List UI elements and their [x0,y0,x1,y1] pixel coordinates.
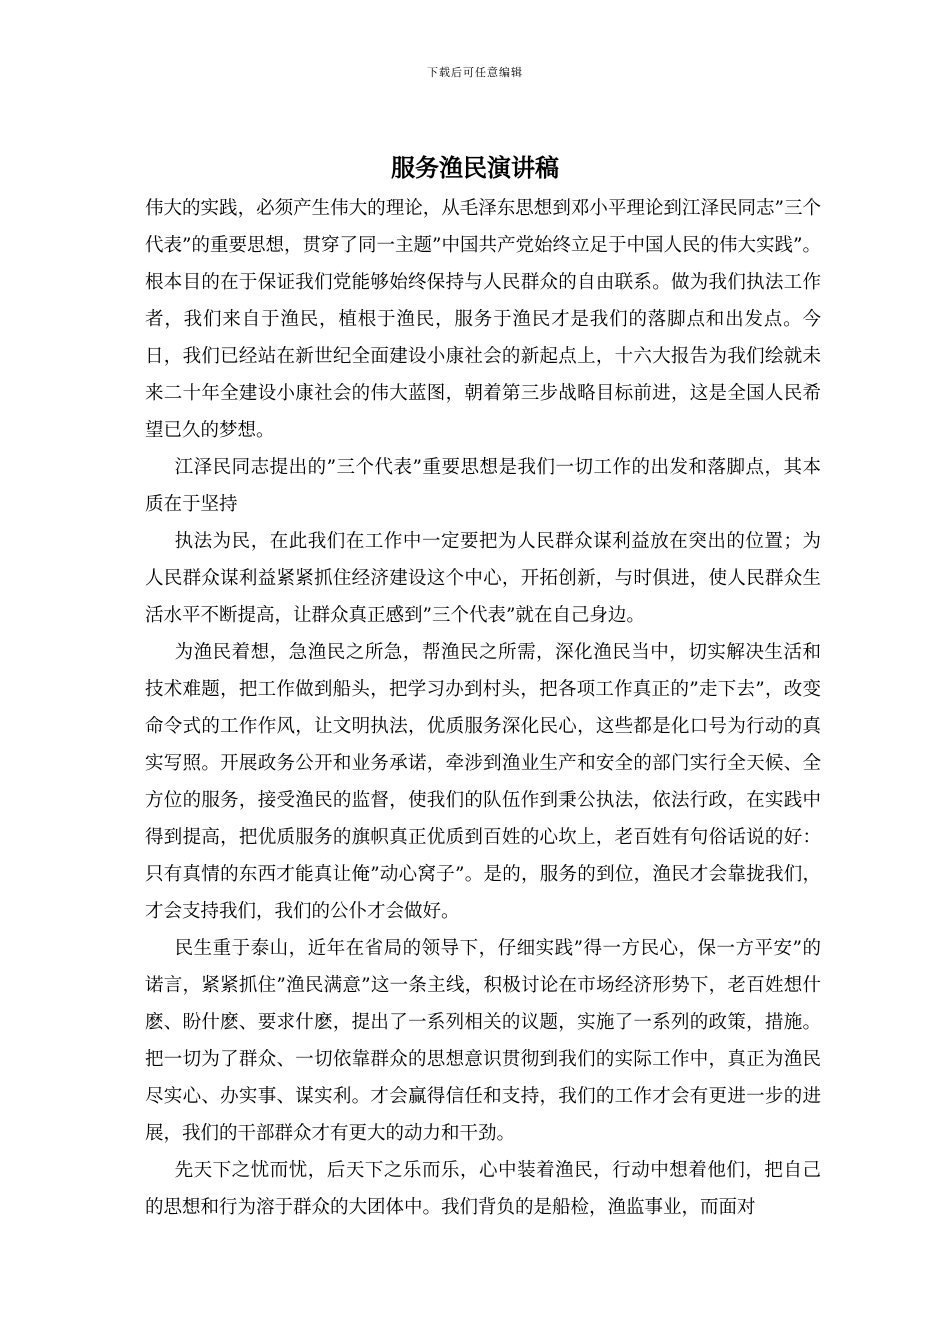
paragraph-6: 先天下之忧而忧，后天下之乐而乐，心中装着渔民，行动中想着他们，把自己的思想和行为溶于群众的大团体中。我们背负的是船检，渔监事业，而面对 [145,1160,821,1218]
paragraph-3: 执法为民，在此我们在工作中一定要把为人民群众谋利益放在突出的位置；为人民群众谋利益紧紧抓住经济建设这个中心，开拓创新，与时俱进，使人民群众生活水平不断提高，让群众真正感到”三个代表”就在自己身边。 [145,531,821,626]
document-title: 服务渔民演讲稿 [391,153,559,182]
header-note: 下载后可任意编辑 [427,66,523,79]
paragraph-2: 江泽民同志提出的”三个代表”重要思想是我们一切工作的出发和落脚点，其本质在于坚持 [145,457,821,515]
paragraph-1: 伟大的实践，必须产生伟大的理论，从毛泽东思想到邓小平理论到江泽民同志”三个代表”的重要思想，贯穿了同一主题”中国共产党始终立足于中国人民的伟大实践”。根本目的在于保证我们党能够始终保持与人民群众的自由联系。做为我们执法工作者，我们来自于渔民，植根于渔民，服务于渔民才是我们的落脚点和出发点。今日，我们已经站在新世纪全面建设小康社会的新起点上，十六大报告为我们绘就未来二十年全建设小康社会的伟大蓝图，朝着第三步战略目标前进，这是全国人民希望已久的梦想。 [145,198,821,441]
paragraph-5: 民生重于泰山，近年在省局的领导下，仔细实践”得一方民心，保一方平安”的诺言，紧紧抓住”渔民满意”这一条主线，积极讨论在市场经济形势下，老百姓想什麽、盼什麽、要求什麽，提出了一系列相关的议题，实施了一系列的政策，措施。把一切为了群众、一切依靠群众的思想意识贯彻到我们的实际工作中，真正为渔民尽实心、办实事、谋实利。才会赢得信任和支持，我们的工作才会有更进一步的进展，我们的干部群众才有更大的动力和干劲。 [145,938,821,1144]
document-body [145,190,821,1226]
paragraph-4: 为渔民着想，急渔民之所急，帮渔民之所需，深化渔民当中，切实解决生活和技术难题，把工作做到船头，把学习办到村头，把各项工作真正的”走下去”，改变命令式的工作作风，让文明执法，优质服务深化民心，这些都是化口号为行动的真实写照。开展政务公开和业务承诺，牵涉到渔业生产和安全的部门实行全天候、全方位的服务，接受渔民的监督，使我们的队伍作到秉公执法，依法行政，在实践中得到提高，把优质服务的旗帜真正优质到百姓的心坎上，老百姓有句俗话说的好：只有真情的东西才能真让俺”动心窝子”。是的，服务的到位，渔民才会靠拢我们，才会支持我们，我们的公仆才会做好。 [145,642,821,922]
